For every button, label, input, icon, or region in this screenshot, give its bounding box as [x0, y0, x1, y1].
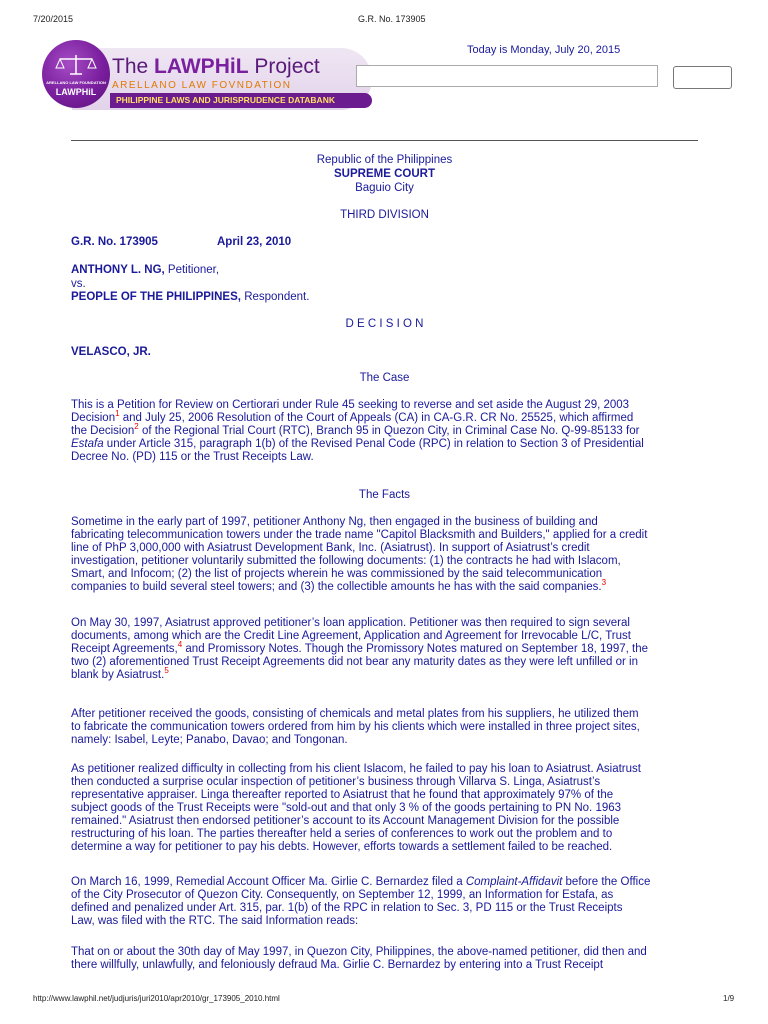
- seal-name-text: LAWPHiL: [55, 87, 97, 97]
- header-divider: [71, 140, 698, 141]
- print-page-number: 1/9: [723, 994, 735, 1003]
- court-city: Baguio City: [355, 182, 414, 194]
- ponente: VELASCO, JR.: [71, 346, 151, 358]
- today-date: Today is Monday, July 20, 2015: [467, 44, 621, 56]
- respondent-line: PEOPLE OF THE PHILIPPINES, Respondent.: [71, 291, 310, 303]
- court-name: SUPREME COURT: [334, 168, 435, 180]
- scales-of-justice-icon: [54, 54, 98, 76]
- versus: vs.: [71, 278, 86, 290]
- logo-seal: [42, 40, 110, 108]
- logo-tagline: PHILIPPINE LAWS AND JURISPRUDENCE DATABANK: [110, 93, 372, 108]
- footnote-ref[interactable]: 3: [601, 578, 607, 588]
- decision-date: April 23, 2010: [217, 236, 292, 248]
- paragraph-facts-4: As petitioner realized difficulty in collecting from his client Islacom, he failed to pay his loan to Asiatrust. Asiatrust then conducted a surprise ocular inspection of petitioner’s business through Villarva S. Linga, Asiatrust’s representative appraiser. Linga thereafter reported to Asiatrust that he found that approximately 97% of the subject goods of the Trust Receipts were "sold-out and that only 3 % of the goods pertaining to PN No. 1963 remained." Asiatrust then endorsed petitioner’s account to its Account Management Division for the possible restructuring of his loan. The parties thereafter held a series of conferences to work out the problem and to determine a way for petitioner to pay his debts. However, efforts towards a settlement failed to be reached.: [71, 763, 641, 853]
- paragraph-facts-3: After petitioner received the goods, consisting of chemicals and metal plates from his suppliers, he utilized them to fabricate the communication towers ordered from him by his clients which were installed in three project sites, namely: Isabel, Leyte; Panabo, Davao; and Tongonan.: [71, 708, 640, 746]
- petitioner-line: ANTHONY L. NG, Petitioner,: [71, 264, 220, 276]
- footnote-ref[interactable]: 1: [115, 409, 120, 419]
- logo-title: The LAWPHiL Project: [112, 55, 320, 78]
- print-title: G.R. No. 173905: [358, 14, 426, 24]
- print-date: 7/20/2015: [33, 14, 74, 24]
- division: THIRD DIVISION: [340, 209, 429, 221]
- footnote-ref[interactable]: 4: [177, 640, 183, 650]
- section-heading-facts: The Facts: [358, 489, 411, 501]
- section-heading-case: The Case: [359, 372, 410, 384]
- paragraph-facts-5: On March 16, 1999, Remedial Account Officer Ma. Girlie C. Bernardez filed a Complaint-Affidavit before the Office of the City Prosecutor of Quezon City. Consequently, on September 12, 1999, an Information for Estafa, as defined and penalized under Art. 315, par. 1(b) of the RPC in relation to Sec. 3, PD 115 or the Trust Receipts Law, was filed with the RTC. The said Information reads:: [71, 876, 651, 927]
- gr-number: G.R. No. 173905: [71, 236, 158, 248]
- logo-foundation: ARELLANO LAW FOVNDATION: [112, 80, 292, 91]
- search-input[interactable]: [356, 65, 658, 87]
- paragraph-facts-2: On May 30, 1997, Asiatrust approved petitioner’s loan application. Petitioner was then required to sign several documents, among which are the Credit Line Agreement, Application and Agreement for Irrevocable L/C, Trust Receipt Agreements,$^4$ and Promissory Notes. Though the Promissory Notes matured on September 18, 1997, the two (2) aforementioned Trust Receipt Agreements did not bear any maturity dates as they were left unfilled or in blank by Asiatrust.$^5$: [71, 617, 648, 681]
- seal-foundation-text: ARELLANO LAW FOUNDATION: [46, 80, 106, 85]
- paragraph-information: That on or about the 30th day of May 1997, in Quezon City, Philippines, the above-named petitioner, did then and there willfully, unlawfully, and feloniously defraud Ma. Girlie C. Bernardez by entering into a Trust Receipt: [71, 946, 647, 971]
- decision-heading: D E C I S I O N: [345, 318, 424, 330]
- paragraph-case-intro: This is a Petition for Review on Certiorari under Rule 45 seeking to reverse and set aside the August 29, 2003 Decision$^1$ and July 25, 2006 Resolution of the Court of Appeals (CA) in CA-G.R. CR No. 25525, which affirmed the Decision$^2$ of the Regional Trial Court (RTC), Branch 95 in Quezon City, in Criminal Case No. Q-99-85133 for Estafa under Article 315, paragraph 1(b) of the Revised Penal Code (RPC) in relation to Section 3 of Presidential Decree No. (PD) 115 or the Trust Receipts Law.: [71, 399, 644, 463]
- republic-line: Republic of the Philippines: [316, 154, 453, 166]
- print-url: http://www.lawphil.net/judjuris/juri2010/apr2010/gr_173905_2010.html: [33, 994, 280, 1003]
- search-button[interactable]: [673, 66, 732, 89]
- paragraph-facts-1: Sometime in the early part of 1997, petitioner Anthony Ng, then engaged in the business of building and fabricating telecommunication towers under the trade name "Capitol Blacksmith and Builders," applied for a credit line of PhP 3,000,000 with Asiatrust Development Bank, Inc. (Asiatrust). In support of Asiatrust’s credit investigation, petitioner voluntarily submitted the following documents: (1) the contracts he had with Islacom, Smart, and Infocom; (2) the list of projects wherein he was commissioned by the said telecommunication companies to build several steel towers; and (3) the collectible amounts he has with the said companies.$^3$: [71, 516, 648, 593]
- footnote-ref[interactable]: 5: [164, 666, 169, 676]
- footnote-ref[interactable]: 2: [134, 422, 139, 432]
